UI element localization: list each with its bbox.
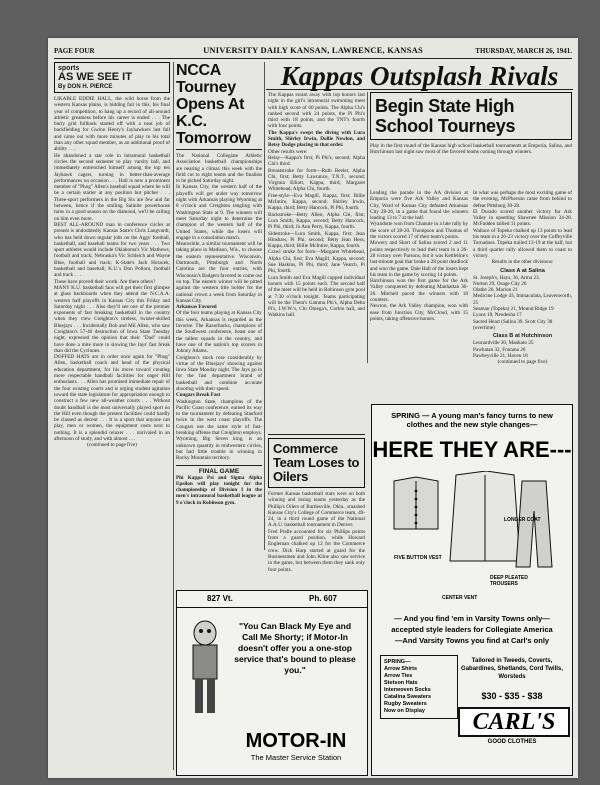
spring-list-head: SPRING— — [384, 659, 411, 665]
ad-header — [177, 591, 367, 608]
carls-mid-block — [376, 613, 568, 646]
ad-brand: MOTOR-IN — [245, 730, 347, 752]
oilers-story — [268, 434, 365, 590]
paragraph: He abandoned a star role in intramural basketball circles the second semester to play varsity ball, and immediately entrenched himself among the top ten Jayhawk cagers, turning in better-than-average performances on occasion . . . Hall is now a prominent member of "Phog" Allen's baseball squad where he will be a certain starter at any position but pitcher . . . Three-sport performers in the Big Six are few and far between, hence if the smiling Salinite powerhouse turns in a good season on the diamond, we'll be calling on him even more. — [54, 152, 170, 222]
paragraph: Former Kansas basketball stars were on both winning and losing teams yesterday as the Phillip's Oilers of Bartlesville, Okla., smashed Kansas City's College of Commerce team, 49-24, in a third round game of the National A.A.U. basketball tournament in Denver. — [268, 491, 365, 529]
state-story-col-a — [370, 190, 468, 402]
label-pleated-trousers: DEEP PLEATED TROUSERS — [490, 575, 528, 587]
paragraph: Lura Smith and Eva Magill copped individual honors with 15 points each. The second half of the meet will be held in Robinson gym pool at 7:30 o'clock tonight. Teams participating will be the Theta's Gamma Phi's, Alpha Delta Pi's, I.W.W.'s, Chi Omega's, Corbin hall, and Watkins hall. — [268, 274, 365, 319]
paragraph: These have proved their worth. Are there others? — [54, 278, 156, 285]
ad-tagline: The Master Service Station — [250, 753, 342, 762]
result-item: Pawhatan 32, Fontana 20 — [473, 346, 526, 353]
paragraph: Sidestroke—Lura Smith, Kappa, first; Jean Hinshaw, Pi Phi, second; Betty Jean Hess, Kappa, third; Billie McIntire, Kappa, fourth. — [268, 230, 365, 250]
ad-phone: Ph. 607 — [308, 594, 337, 603]
label-center-vent: CENTER VENT — [442, 595, 478, 601]
paragraph: Crawl stroke for form—Margaret Whitehead, Alpha Chi, first; Eva Magill, Kappa, second; Sue Haskins, Pi Phi, third; Jane Veatch, Pi Phi, fourth. — [268, 249, 365, 275]
spring-item: Arrow Shirts — [384, 666, 418, 672]
result-item: Norton 29, Osage City 20 — [473, 280, 527, 287]
state-story-col-b — [473, 190, 572, 402]
result-item: Seaman (Topeka) 21, Mound Ridge 19 — [473, 306, 554, 313]
carls-top-line: SPRING — A young man's fancy turns to new clothes and the new style changes— — [391, 411, 553, 429]
class-b-head: Class B at Hutchinson — [492, 333, 553, 340]
kappas-headline: Kappas Outsplash Rivals — [266, 63, 573, 90]
paragraph: Wyoming, Big Seven king, is an unknown quantity in midwestern circles, but had little trouble in winning in Rocky Mountain territory. — [176, 436, 262, 462]
carls-logo: CARL'S — [458, 707, 570, 737]
result-item: Olathe 26, Marion 21 — [473, 287, 518, 294]
subhead: Cougars Break Fast — [176, 392, 221, 399]
paragraph: DOFFED HATS are in order once again for "Phog" Allen, basketball coach and head of the physical education department, for his move toward creating more respectable handball facilities for eager Hill enthusiasts . . . Allen has promised immediate repair of the four existing courts and is urging student agitation toward the state legislature for appropriation enough to construct a few new all-weather courts . . . Without doubt handball is the most universally played sport on the Hill even though the present facilities could hardly be classed as decent . . . It is a sport that anyone can play, men or women, the equipment costs next to nothing. It is a splendid relaxer . . . unrivaled in an afternoon of study, and with almost . . . — [54, 354, 170, 443]
newspaper-page — [48, 38, 578, 778]
paragraph: Other results were: — [268, 148, 308, 155]
spring-item: Interwoven Socks — [384, 687, 431, 693]
carls-mid-line: accepted style leaders for Collegiate America — [391, 625, 553, 634]
paragraph: Newton, the Ark Valley champion, won with ease from Junction City, McCloud, with 15 points, taking offensive honors. — [370, 303, 468, 322]
paragraph: Wallace of Topeka chalked up 13 points to lead his team in a 26-23 victory over the Coffeyville Tornadoes. Topeka trailed 13-19 at the half, but a third quarter rally allowed them to coast to victory. — [473, 227, 572, 259]
class-a-head: Class A at Salina — [500, 267, 545, 274]
spring-list-box — [380, 655, 458, 719]
paragraph: MANY K.U. basketball fans will get their first glimpse at glass backboards when they attend the N.C.A.A. western half playoffs in Kansas City this Friday and Saturday night . . . Also they'll see one of the premier exponents of fast breaking basketball in the country when they view Creighton's tireless, twister-skilled Bluejays . . . Incidentally Bob and Mil Allen, who saw Creighton's 57-46 destruction of Iowa State Tuesday night, expressed the opinion that their "Dad" could have done a mite more in slowing the Jays' fast break than did the Cyclones. — [54, 284, 170, 354]
result-item: Lyons 18, Neodesha 17 — [473, 312, 522, 319]
sports-column — [54, 62, 170, 770]
paragraph: Of the four teams playing at Kansas City this week, Arkansas is regarded as the favorite. The Razorbacks, champions of the Southwest conference, boast one of the tallest squads in the country, and have one of the nation's top scorers in Johnny Adams. — [176, 310, 262, 355]
result-item: Pawheyville 21, Haven 18 — [473, 352, 528, 359]
state-headline: Begin State High School Tourneys — [375, 96, 516, 136]
results-head: Results in the other divisions: — [491, 259, 554, 266]
paragraph: In what was perhaps the most exciting game of the evening, McPherson came from behind to defeat Pittsburg 30-28. — [473, 190, 572, 209]
ncaa-headline: NCCA Tourney Opens At K.C. Tomorrow — [176, 62, 262, 150]
paragraph: El Dorado scored another victory for Ark Valley in upsetting Shawnee Mission 34-28. McFadden tallied 11 points. — [473, 208, 572, 228]
column-kicker: sports — [58, 65, 80, 72]
paragraph: The National Collegiate Athletic Association basketball championships are nearing a climax this week with the field cut to eight teams and the finalists to be picked Saturday night. — [176, 153, 262, 185]
paragraph: BEST ALL-AROUND man in conference circles at present is undoubtedly Kansas State's Chris Langvardt, who has held down regular jobs on the Aggs' football, basketball, and baseball teams for two years . . . Two sport athletes would include Oklahoma's Vic Mathews, football and track; Nebraska's Vic Schleich and Wayne Blue, football and track; K-State's Jack Horacek, basketball and baseball; K.U.'s Don Pollom, football and track . . . — [54, 221, 170, 279]
ad-quote: "You Can Black My Eye and Call Me Shorty; if Motor-In doesn't offer you a one-stop service that's bound to please you." — [234, 621, 356, 675]
subhead: Arkansas Favored — [176, 304, 217, 311]
motor-in-ad — [176, 590, 368, 776]
column-title: AS WE SEE IT — [58, 71, 132, 83]
tailored-text: Tailored in Tweeds, Coverts, Gabardines, Shetlands, Cord Twills, Worsteds — [461, 658, 563, 680]
final-game-head: FINAL GAME — [198, 467, 240, 475]
result-item: St. Joseph's, Hays, 36, Arma 23. — [473, 274, 540, 281]
paragraph: Play in the first round of the Kansas high school basketball tournaments at Emporia, Salina, and Hutchinson last night saw most of the favored teams coming through winners. — [370, 143, 572, 156]
spring-item: Now on Display — [384, 708, 425, 714]
carls-headline: HERE THEY ARE--- — [372, 437, 572, 462]
oilers-headline: Commerce Team Loses to Oilers — [273, 441, 360, 484]
result-item: Sacred Heart (Salina 39, Scott City 38 (overtime) — [473, 318, 553, 331]
paragraph: LIKABLE EDDIE HALL, the wild horse from the western Kansas plains, is bidding fair in this, his final year of competition, to hang up a record of all-around athletic greatness before his career is ended . . . The burly grid fullback started off with a neat job of backfielding for Gwinn Henry's Jayhawkers last fall and came out with more minutes of play to his total than any other squad member, as an additional proof of ability . . . — [54, 96, 170, 153]
spring-item: Catalina Sweaters — [384, 694, 432, 700]
spring-item: Stetson Hats — [384, 680, 418, 686]
paragraph: Leading the parade in the AA division at Emporia were five Ark Valley and Kansas City, Ward of Kansas City defeated Arkansas City 28-26, in a game that found the winners leading 13 to 7 at the half. — [370, 190, 468, 222]
masthead — [54, 44, 572, 59]
result-item: Leonardville 30, Mankato 25 — [473, 340, 534, 347]
paragraph: Backstroke—Betty Allen, Alpha Chi, first; Lura Smith, Kappa, second; Betty Hancock, Pi Phi, third; Jo Ann Perry, Kappa, fourth. — [268, 211, 365, 231]
result-item: Medicine Lodge 43, Immaculata, Leavenworth, 25 — [473, 293, 572, 306]
caricature-illustration — [185, 619, 225, 719]
continued-note: (continued to page five) — [87, 442, 137, 449]
paragraph: The Kappa's swept the diving with Lura Smith, Shirley Irwin, Dollie Newlon, and Betsy Dodge placing in that order. — [268, 129, 365, 149]
cartoon-figure-icon — [185, 619, 225, 719]
paragraph: Wyandotte won from Chanute in a late rally by the score of 28-20. Thompson and Thomas of the victors scored 17 of their team's points. — [370, 221, 468, 241]
paragraph: Creighton's stock rose considerably by virtue of the Bluejays' showing against Iowa State Monday night. The Jays go in for the fast department brand of basketball and combine accurate shooting with their speed. — [176, 354, 262, 392]
column-header-box — [54, 62, 170, 93]
paragraph: Mowery and Short of Salina scored 2 and 11 points respectively to lead their team in a 26-28 victory over Parsons, but it was Kettleline's last-minute goal that broke a 28 point deadlock and won the game. Dale Hall of the losers kept his team in the game by scoring 14 points. — [370, 240, 468, 278]
oilers-headline-box — [268, 438, 365, 488]
paragraph: In Kansas City, the western half of the playoffs will get under way tomorrow night with Arkansas playing Wyoming at 8 o'clock and Creighton tangling with Washington State at 9. The winners will meet Saturday night to determine the champion of the western half of the United States, while the losers will engage in a consolation match. — [176, 184, 262, 241]
carls-logo-sub: GOOD CLOTHES — [487, 739, 537, 745]
state-headline-box — [370, 92, 572, 140]
paragraph: Hutchinson won the first game for the Ark Valley conquered by defeating Manhattan 36-26. Mitchell paced the winners with 18 counters. — [370, 278, 468, 304]
state-tourney-story — [370, 92, 572, 200]
label-five-button-vest: FIVE BUTTON VEST — [394, 555, 442, 561]
paragraph: Meanwhile, a similar tournament will be taking place in Madison, Wis., to choose the eastern representative. Wisconsin, Dartmouth, Pittsburgh and North Carolina are the four entries, with Wisconsin's Badgers favored to come out on top. The eastern winner will be pitted against the western title holder for the national crown a week from Saturday in Kansas City. — [176, 241, 262, 304]
carls-mid-line: — And you find 'em in Varsity Towns only— — [394, 614, 550, 623]
spring-item: Arrow Ties — [384, 673, 413, 679]
continued-note: (continued to page five) — [497, 359, 548, 366]
price-range: $30 - $35 - $38 — [481, 691, 543, 701]
ncaa-column — [176, 62, 262, 592]
column-rule — [264, 62, 265, 550]
kappas-story — [268, 92, 365, 432]
paper-title: UNIVERSITY DAILY KANSAN, LAWRENCE, KANSAS — [203, 45, 423, 55]
paragraph: Relay—Kappa's first; Pi Phi's, second; Alpha Chi's third. — [268, 154, 365, 168]
page-number: PAGE FOUR — [54, 47, 95, 55]
paragraph: The Kappas swam away with top honors last night in the girl's intramural swimming meet with high score of 60 points. The Alpha Chi's ranked second with 24 points, the Pi Phi's third with 18 points, and the TNT's fourth with four points. — [268, 92, 365, 130]
paragraph: Washington State, champions of the Pacific Coast conference, earned its way to the tournament by defeating Stanford twice in the west coast playoffs. The Cougars use the same style of fast-breaking offense that Creighton employs. — [176, 398, 262, 437]
carls-mid-line: —And Varsity Towns you find at Carl's only — [394, 636, 550, 645]
issue-date: THURSDAY, MARCH 26, 1941. — [475, 47, 572, 55]
paragraph: Breaststroke for form—Ruth Beeler, Alpha Chi, first; Betty Lawrance, T.N.T., second; Virginia Elliott, Kappa, third; Margaret Whitehead, Alpha Chi, fourth. — [268, 167, 365, 193]
final-game-body: Phi Kappa Psi and Sigma Alpha Epsilon will play tonight for the championship of Division I in the men's intramural basketball league at 9 o'clock in Robinson gym. — [176, 474, 262, 506]
paragraph: Fred Pralle accounted for six Phillips points from a guard position, while Howard Engleman chalked up 12 for the Commerce crew. Dick Harp started at guard for the Businessmen and John Kline also saw service in the game, but between them they sank only four points. — [268, 528, 365, 573]
byline: By DON H. PIERCE — [58, 84, 113, 90]
carls-ad — [371, 404, 573, 776]
ad-address: 827 Vt. — [207, 594, 233, 603]
column-rule — [367, 92, 368, 363]
final-game-box — [176, 465, 262, 506]
paragraph: Free-style—Eva Magill, Kappa, first; Billie McIntire, Kappa, second; Shirley Irwin, Kappa, third; Betty Hancock, Pi Phi, fourth. — [268, 192, 365, 212]
spring-item: Rugby Sweaters — [384, 701, 427, 707]
column-rule — [173, 62, 174, 770]
label-longer-coat: LONGER COAT — [504, 517, 541, 523]
